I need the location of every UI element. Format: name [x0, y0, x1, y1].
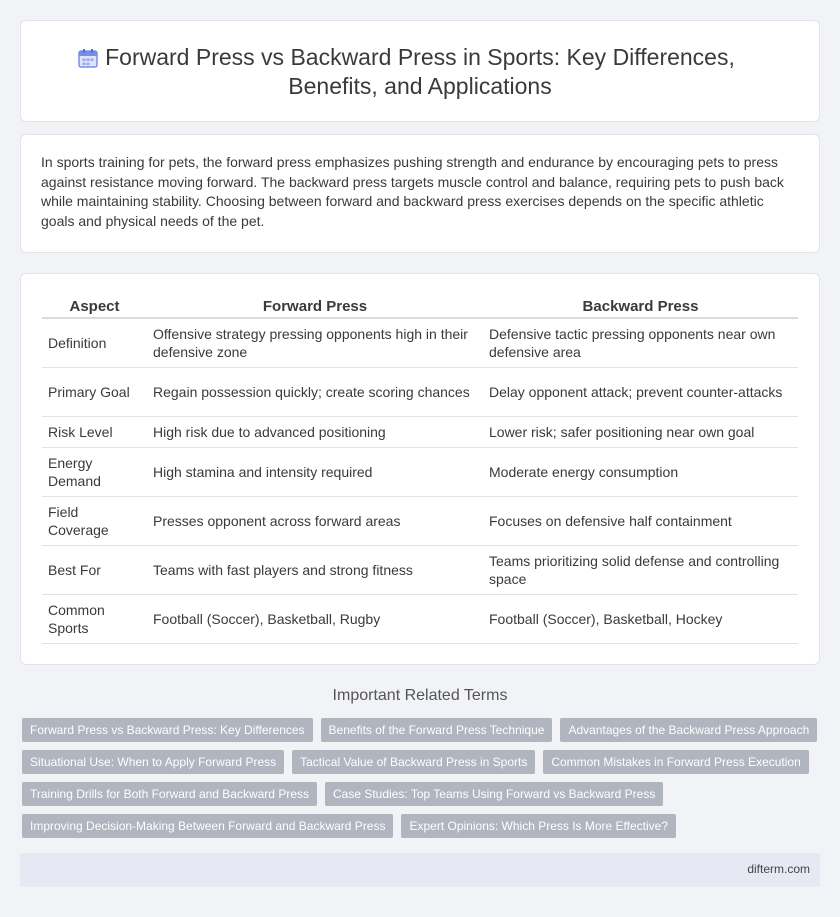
intro-card: [20, 134, 820, 253]
row-aspect: Primary Goal: [42, 367, 147, 416]
row-aspect: Risk Level: [42, 416, 147, 447]
comparison-card: [20, 273, 820, 665]
row-aspect: Field Coverage: [42, 496, 147, 545]
footer-bar: [20, 853, 820, 887]
row-forward: Offensive strategy pressing opponents high in their defensive zone: [147, 318, 483, 367]
header-aspect: Aspect: [42, 295, 147, 318]
row-forward: High stamina and intensity required: [147, 447, 483, 496]
header-forward-press: Forward Press: [147, 295, 483, 318]
row-aspect: Energy Demand: [42, 447, 147, 496]
table-row: [42, 367, 798, 416]
calendar-icon: [77, 47, 99, 69]
header-backward-press: Backward Press: [483, 295, 798, 318]
row-aspect: Common Sports: [42, 594, 147, 643]
table-row: [42, 318, 798, 367]
row-backward: Football (Soccer), Basketball, Hockey: [483, 594, 798, 643]
table-header-row: [42, 295, 798, 318]
row-forward: High risk due to advanced positioning: [147, 416, 483, 447]
row-forward: Regain possession quickly; create scoring chances: [147, 367, 483, 416]
table-row: [42, 545, 798, 594]
related-terms-list: [22, 718, 818, 838]
related-term-tag[interactable]: Advantages of the Backward Press Approach: [560, 718, 817, 742]
comparison-table: [42, 295, 798, 644]
related-term-tag[interactable]: Training Drills for Both Forward and Backward Press: [22, 782, 317, 806]
table-row: [42, 416, 798, 447]
title-wrap: [21, 43, 819, 101]
related-term-tag[interactable]: Expert Opinions: Which Press Is More Effective?: [401, 814, 676, 838]
page-title: Forward Press vs Backward Press in Sports: Key Differences, Benefits, and Applications: [105, 44, 735, 99]
row-backward: Defensive tactic pressing opponents near own defensive area: [483, 318, 798, 367]
row-forward: Teams with fast players and strong fitness: [147, 545, 483, 594]
row-backward: Teams prioritizing solid defense and controlling space: [483, 545, 798, 594]
related-term-tag[interactable]: Situational Use: When to Apply Forward Press: [22, 750, 284, 774]
title-card: [20, 20, 820, 122]
related-term-tag[interactable]: Benefits of the Forward Press Technique: [321, 718, 553, 742]
related-term-tag[interactable]: Forward Press vs Backward Press: Key Differences: [22, 718, 313, 742]
related-term-tag[interactable]: Improving Decision-Making Between Forward and Backward Press: [22, 814, 393, 838]
row-backward: Moderate energy consumption: [483, 447, 798, 496]
row-aspect: Definition: [42, 318, 147, 367]
row-forward: Football (Soccer), Basketball, Rugby: [147, 594, 483, 643]
related-terms-heading: Important Related Terms: [332, 687, 508, 704]
row-backward: Lower risk; safer positioning near own goal: [483, 416, 798, 447]
row-backward: Focuses on defensive half containment: [483, 496, 798, 545]
intro-paragraph: In sports training for pets, the forward press emphasizes pushing strength and endurance by encouraging pets to press against resistance moving forward. The backward press targets muscle control and balance, requiring pets to push back while maintaining stability. Choosing between forward and backward press exercises depends on the specific athletic goals and physical needs of the pet.: [41, 154, 784, 229]
table-row: [42, 594, 798, 643]
table-row: [42, 447, 798, 496]
table-row: [42, 496, 798, 545]
related-term-tag[interactable]: Tactical Value of Backward Press in Sports: [292, 750, 535, 774]
row-backward: Delay opponent attack; prevent counter-attacks: [483, 367, 798, 416]
related-term-tag[interactable]: Case Studies: Top Teams Using Forward vs Backward Press: [325, 782, 663, 806]
row-aspect: Best For: [42, 545, 147, 594]
row-forward: Presses opponent across forward areas: [147, 496, 483, 545]
footer-site-link[interactable]: difterm.com: [747, 862, 810, 876]
related-term-tag[interactable]: Common Mistakes in Forward Press Execution: [543, 750, 808, 774]
